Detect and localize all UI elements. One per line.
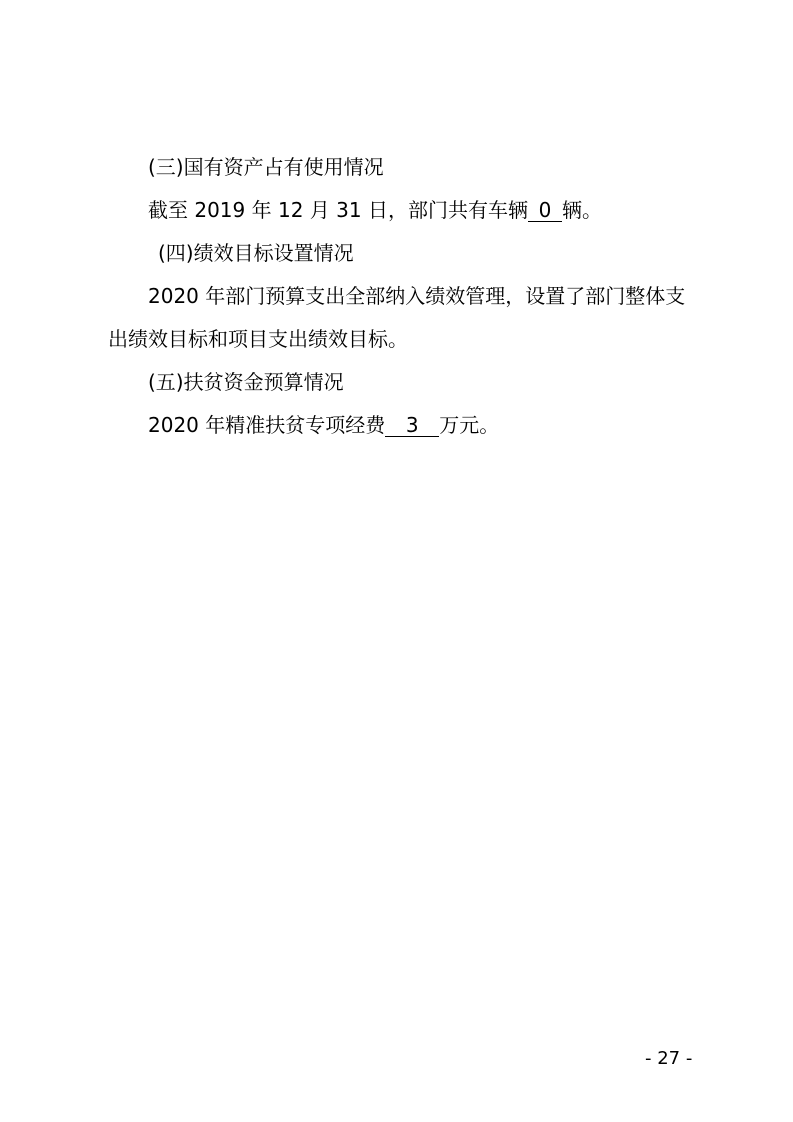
page-number: - 27 - [645,1048,693,1069]
vehicle-text-after: 辆。 [561,198,602,222]
poverty-text-before: 2020 年精准扶贫专项经费 [148,413,386,437]
vehicle-count: 0 [528,199,562,222]
section-3-heading: (三)国有资产占有使用情况 [148,155,384,179]
section-5-heading: (五)扶贫资金预算情况 [148,370,344,394]
vehicle-paragraph [148,197,602,223]
section-4-heading: (四)绩效目标设置情况 [158,241,354,265]
performance-paragraph-line-1: 2020 年部门预算支出全部纳入绩效管理，设置了部门整体支 [148,284,686,308]
poverty-text-after: 万元。 [439,413,500,437]
performance-paragraph-line-2: 出绩效目标和项目支出绩效目标。 [108,327,408,351]
vehicle-text-before: 截至 2019 年 12 月 31 日，部门共有车辆 [148,198,528,222]
poverty-amount: 3 [385,414,439,437]
poverty-fund-paragraph [148,412,499,438]
